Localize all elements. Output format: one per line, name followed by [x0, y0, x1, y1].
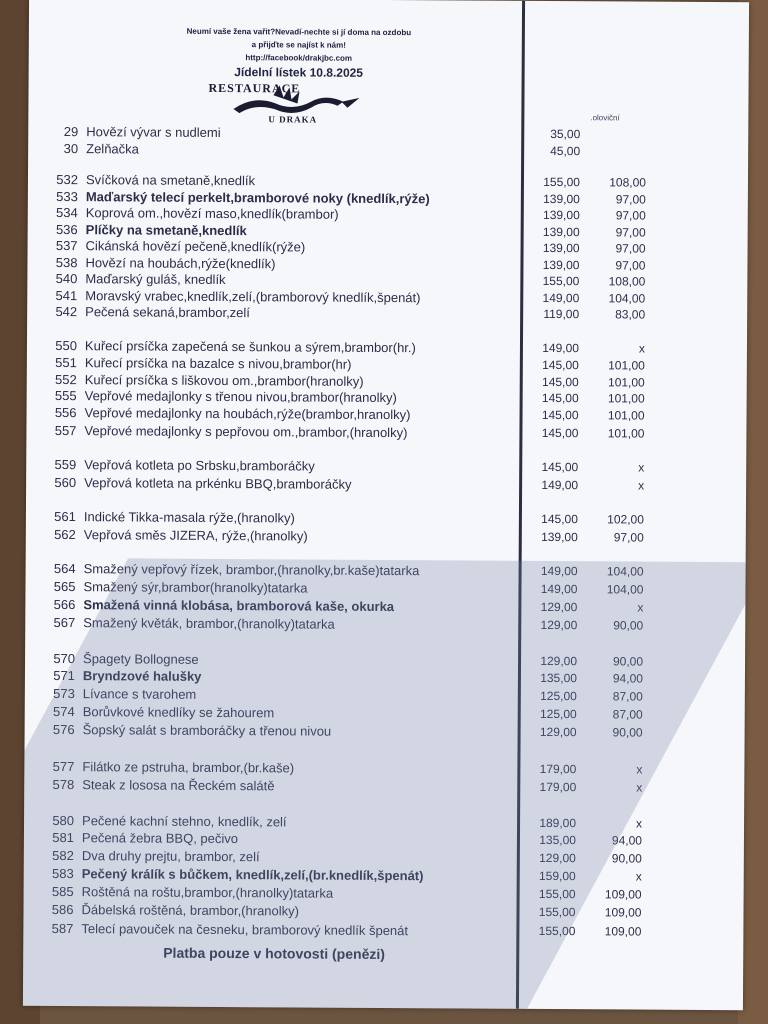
item-name: Vepřová směs JIZERA, rýže,(hranolky): [83, 527, 308, 544]
item-number: 534: [56, 204, 78, 221]
item-name: Moravský vrabec,knedlík,zelí,(bramborový knedlík,špenát): [85, 288, 421, 306]
item-name: Kuřecí prsíčka s liškovou om.,brambor(hranolky): [84, 372, 364, 389]
item-half-price: 90,00: [611, 851, 642, 866]
tagline-1: Neumí vaše žena vařit?Nevadí-nechte si jí doma na ozdobu: [186, 26, 412, 38]
item-price: 155,00: [538, 923, 576, 939]
item-name: Pečené kachní stehno, knedlík, zelí: [82, 813, 287, 830]
item-name: Bryndzové halušky: [82, 668, 202, 684]
item-price: 135,00: [540, 670, 577, 686]
item-name: Pečená žebra BBQ, pečivo: [81, 830, 239, 847]
item-price: 145,00: [542, 357, 579, 373]
item-price: 145,00: [541, 511, 578, 527]
item-number: 538: [55, 254, 78, 271]
menu-row: [24, 777, 744, 798]
item-half-price: 94,00: [611, 833, 642, 848]
item-half-price: 87,00: [612, 707, 643, 722]
item-number: 570: [53, 650, 76, 667]
item-half-price: 97,00: [615, 241, 646, 256]
item-name: Borůvkové knedlíky se žahourem: [82, 704, 275, 721]
item-half-price: 94,00: [612, 671, 643, 686]
item-number: 583: [51, 865, 74, 882]
item-name: Smažená vinná klobása, bramborová kaše, okurka: [83, 597, 395, 615]
item-half-price: 104,00: [606, 582, 644, 597]
item-price: 129,00: [540, 653, 578, 669]
item-number: 557: [54, 422, 77, 439]
item-number: 561: [54, 508, 76, 525]
item-price: 159,00: [538, 868, 576, 884]
item-number: 555: [54, 387, 77, 404]
item-name: Pečený králík s bůčkem, knedlík,zelí,(br.knedlík,špenát): [81, 866, 424, 884]
item-name: Vepřové medajlonky s třenou nivou,brambor(hranolky): [84, 388, 397, 406]
item-number: 552: [55, 371, 77, 388]
item-half-price: x: [635, 869, 642, 884]
item-name: Telecí pavouček na česneku, bramborový knedlík špenát: [81, 921, 409, 939]
item-price: 129,00: [539, 724, 577, 740]
item-price: 139,00: [542, 240, 580, 256]
item-half-price: x: [638, 478, 645, 493]
item-price: 149,00: [540, 581, 578, 597]
item-half-price: 97,00: [615, 258, 646, 273]
item-half-price: 87,00: [612, 689, 643, 704]
item-half-price: x: [636, 780, 643, 795]
item-name: Filátko ze pstruha, brambor,(br.kaše): [82, 759, 295, 776]
item-price: 179,00: [539, 761, 577, 777]
item-number: 586: [51, 901, 74, 918]
item-number: 536: [55, 221, 78, 238]
item-half-price: 102,00: [607, 512, 644, 527]
item-name: Šopský salát s bramboráčky a třenou nivou: [82, 722, 332, 739]
item-number: 559: [54, 456, 77, 473]
item-price: 129,00: [540, 599, 578, 615]
item-number: 551: [55, 354, 77, 371]
item-half-price: 101,00: [607, 391, 645, 406]
item-name: Lívance s tvarohem: [82, 686, 197, 702]
menu-row: [25, 722, 745, 743]
item-name: Vepřové medajlonky na houbách,rýže(brambor,hranolky): [84, 405, 411, 423]
logo-restaurace: RESTAURACE: [208, 80, 301, 96]
item-price: 179,00: [539, 779, 577, 795]
logo-u-draka: U DRAKA: [268, 114, 318, 125]
menu-row: [25, 615, 745, 636]
item-number: 542: [55, 303, 78, 320]
item-name: Špagety Bollognese: [83, 651, 199, 667]
item-number: 562: [54, 526, 76, 543]
item-number: 571: [53, 667, 75, 684]
item-name: Steak z lososa na Řeckém salátě: [82, 777, 275, 794]
item-price: 139,00: [542, 224, 580, 240]
item-number: 564: [53, 560, 76, 577]
item-half-price: 90,00: [612, 654, 644, 669]
item-price: 139,00: [542, 257, 580, 273]
menu-row: [28, 141, 748, 162]
item-number: 580: [52, 812, 75, 829]
menu-row: [26, 423, 746, 444]
item-price: 139,00: [541, 529, 578, 545]
menu-title: Jídelní lístek 10.8.2025: [234, 65, 364, 80]
item-name: Plíčky na smetaně,knedlík: [85, 222, 247, 239]
item-price: 155,00: [543, 174, 581, 190]
item-half-price: x: [636, 816, 643, 831]
item-name: Hovězí vývar s nudlemi: [86, 124, 221, 140]
item-half-price: 108,00: [609, 175, 647, 190]
item-half-price: 108,00: [608, 274, 646, 289]
item-half-price: 104,00: [606, 564, 644, 579]
item-half-price: x: [638, 341, 645, 356]
menu-row: [26, 527, 746, 548]
facebook-url: http://facebook/drakjbc.com: [245, 53, 353, 63]
item-number: 556: [54, 404, 77, 421]
item-number: 585: [51, 883, 74, 900]
item-number: 581: [52, 829, 75, 846]
item-number: 550: [55, 337, 78, 354]
item-price: 125,00: [539, 706, 577, 722]
item-half-price: x: [638, 460, 645, 475]
item-name: Hovězí na houbách,rýže(knedlík): [85, 255, 276, 272]
item-price: 129,00: [539, 850, 576, 866]
item-number: 566: [53, 596, 76, 613]
item-price: 155,00: [538, 886, 576, 902]
item-price: 149,00: [542, 290, 580, 306]
item-name: Indické Tikka-masala rýže,(hranolky): [83, 509, 295, 526]
item-number: 587: [51, 920, 74, 937]
item-number: 541: [55, 287, 78, 304]
item-name: Smažený květák, brambor,(hranolky)tatarka: [83, 615, 335, 632]
menu-sheet: [23, 0, 749, 1010]
item-number: 532: [56, 171, 79, 188]
item-price: 35,00: [550, 126, 581, 142]
item-half-price: 109,00: [604, 924, 642, 939]
item-half-price: 101,00: [607, 426, 645, 441]
item-half-price: 97,00: [615, 192, 646, 207]
item-half-price: 97,00: [615, 208, 646, 223]
item-number: 30: [63, 141, 79, 157]
item-half-price: 109,00: [604, 905, 642, 920]
item-half-price: 97,00: [615, 225, 646, 240]
item-number: 565: [53, 578, 76, 595]
tagline-2: a přijďte se najíst k nám!: [251, 40, 346, 50]
item-number: 567: [53, 614, 76, 631]
item-name: Zelňačka: [86, 141, 139, 157]
item-name: Kuřecí prsíčka zapečená se šunkou a sýrem,brambor(hr.): [84, 338, 416, 356]
item-number: 576: [52, 721, 75, 738]
item-name: Maďarský telecí perkelt,bramborové noky (knedlík,rýže): [85, 189, 430, 207]
item-name: Dva druhy prejtu, brambor, zelí: [81, 848, 260, 865]
item-number: 533: [56, 188, 78, 205]
item-price: 145,00: [541, 459, 579, 475]
item-price: 129,00: [540, 617, 578, 633]
item-price: 189,00: [539, 815, 577, 831]
menu-row: [23, 902, 743, 923]
item-price: 145,00: [542, 374, 579, 390]
item-price: 155,00: [538, 904, 576, 920]
item-number: 573: [53, 685, 75, 702]
item-name: Svíčková na smetaně,knedlík: [85, 172, 256, 189]
item-price: 145,00: [541, 390, 579, 406]
item-price: 125,00: [540, 688, 577, 704]
item-number: 540: [55, 270, 78, 287]
item-name: Vepřová kotleta po Srbsku,bramboráčky: [84, 457, 315, 474]
item-price: 145,00: [541, 425, 579, 441]
payment-note: Platba pouze v hotovosti (penězi): [163, 944, 385, 963]
item-name: Vepřová kotleta na prkénku BBQ,bramboráčky: [84, 475, 352, 492]
item-name: Ďábelská roštěná, brambor,(hranolky): [81, 902, 300, 919]
item-price: 149,00: [542, 340, 579, 356]
item-name: Smažený sýr,brambor(hranolky)tatarka: [83, 579, 308, 596]
item-number: 560: [54, 474, 77, 491]
menu-row: [27, 304, 747, 325]
item-name: Smažený vepřový řízek, brambor,(hranolky,br.kaše)tatarka: [83, 561, 420, 579]
item-half-price: 104,00: [608, 291, 646, 306]
item-price: 139,00: [543, 207, 580, 223]
item-half-price: 101,00: [608, 375, 645, 390]
item-half-price: 90,00: [612, 725, 643, 740]
item-number: 537: [55, 237, 78, 254]
item-half-price: 101,00: [608, 358, 645, 373]
item-price: 155,00: [542, 273, 580, 289]
item-number: 574: [52, 703, 75, 720]
item-name: Cikánská hovězí pečeně,knedlík(rýže): [85, 238, 306, 255]
item-price: 119,00: [543, 306, 580, 322]
item-half-price: 97,00: [613, 530, 644, 545]
item-half-price: 109,00: [604, 887, 642, 902]
item-name: Vepřové medajlonky s pepřovou om.,brambor,(hranolky): [84, 423, 408, 441]
item-name: Roštěná na roštu,brambor,(hranolky)tatarka: [81, 884, 334, 901]
item-number: 582: [52, 847, 74, 864]
item-price: 149,00: [541, 477, 579, 493]
item-half-price: x: [636, 762, 643, 777]
item-price: 139,00: [543, 191, 580, 207]
menu-row: [26, 475, 746, 496]
menu-row: [23, 921, 743, 942]
item-price: 149,00: [540, 563, 578, 579]
item-half-price: 83,00: [615, 307, 646, 322]
half-portion-label: .oloviční: [590, 113, 620, 123]
item-name: Maďarský guláš, knedlík: [85, 271, 226, 288]
item-number: 578: [52, 776, 75, 793]
item-name: Pečená sekaná,brambor,zelí: [85, 304, 250, 321]
item-price: 145,00: [541, 407, 579, 423]
item-half-price: x: [637, 600, 644, 615]
item-half-price: 90,00: [613, 618, 644, 633]
item-half-price: 101,00: [607, 408, 645, 423]
item-price: 45,00: [550, 143, 581, 159]
item-number: 29: [63, 124, 79, 140]
item-name: Kuřecí prsíčka na bazalce s nivou,brambor(hr): [84, 355, 352, 372]
item-name: Koprová om.,hovězí maso,knedlík(brambor): [85, 205, 339, 222]
item-number: 577: [52, 758, 75, 775]
item-price: 135,00: [539, 832, 576, 848]
